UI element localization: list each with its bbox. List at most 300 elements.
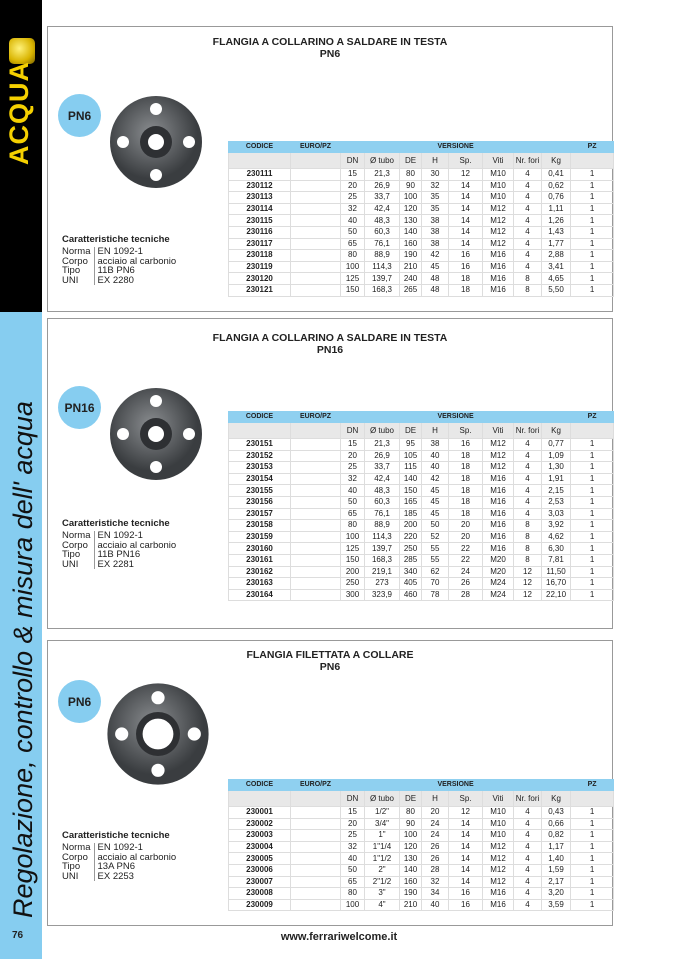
cell: 1 [571,485,614,497]
cell: 4 [514,853,542,865]
header-codice: CODICE [229,412,291,423]
cell: 42,4 [365,473,400,485]
cell: 240 [400,273,422,285]
price-cell [291,888,341,900]
specs-heading: Caratteristiche tecniche [62,830,170,841]
cell: M10 [483,169,514,181]
cell: 22 [449,554,483,566]
cell: 65 [341,876,365,888]
cell: 265 [400,284,422,296]
cell: 150 [341,554,365,566]
cell: 40 [341,485,365,497]
column-header: DN [341,153,365,169]
cell: 1 [571,543,614,555]
cell: 4 [514,496,542,508]
cell: 28 [422,864,449,876]
cell: 8 [514,284,542,296]
product-table [228,141,614,297]
price-cell [291,250,341,262]
product-section [47,640,613,926]
table-row [229,578,614,590]
cell: 1/2" [365,807,400,819]
cell: 32 [341,841,365,853]
cell: 4 [514,203,542,215]
price-cell [291,864,341,876]
header-codice: CODICE [229,142,291,153]
cell: 48,3 [365,485,400,497]
cell: 45 [422,261,449,273]
cell: 2,88 [542,250,571,262]
cell: 2,15 [542,485,571,497]
cell: 130 [400,215,422,227]
cell: M16 [483,250,514,262]
cell: 1" [365,830,400,842]
cell: 323,9 [365,589,400,601]
cell: 18 [449,508,483,520]
cell: 62 [422,566,449,578]
cell: 160 [400,876,422,888]
cell: 65 [341,238,365,250]
cell: 0,41 [542,169,571,181]
product-code: 230153 [229,462,291,474]
product-code: 230118 [229,250,291,262]
cell: 4 [514,169,542,181]
cell: 24 [422,818,449,830]
cell: 50 [341,496,365,508]
product-code: 230117 [229,238,291,250]
product-code: 230164 [229,589,291,601]
cell: 20 [341,450,365,462]
spec-label: Tipo [62,265,81,276]
title-line: FLANGIA FILETTATA A COLLARE [246,649,414,661]
cell: 210 [400,261,422,273]
table-row [229,520,614,532]
cell: 90 [400,180,422,192]
cell: 190 [400,888,422,900]
cell: 38 [422,238,449,250]
table-row [229,876,614,888]
header-euro: EURO/PZ [291,780,341,791]
product-code: 230001 [229,807,291,819]
cell: 1 [571,531,614,543]
spec-label: Tipo [62,861,81,872]
table-row [229,473,614,485]
product-code: 230158 [229,520,291,532]
product-code: 230115 [229,215,291,227]
cell: 100 [341,899,365,911]
header-versione: VERSIONE [341,412,571,423]
product-code: 230162 [229,566,291,578]
cell: 14 [449,841,483,853]
product-code: 230006 [229,864,291,876]
product-code: 230120 [229,273,291,285]
header-pz: PZ [571,412,614,423]
cell: 12 [514,578,542,590]
cell: 4 [514,261,542,273]
price-cell [291,180,341,192]
cell: 1,59 [542,864,571,876]
spec-label: Corpo [62,851,88,863]
product-table [228,779,614,911]
cell: 3,20 [542,888,571,900]
cell: 1 [571,830,614,842]
cell: 70 [422,578,449,590]
cell: 1,09 [542,450,571,462]
cell: 6,30 [542,543,571,555]
cell: 160 [400,238,422,250]
cell: 190 [400,250,422,262]
cell: 26,9 [365,450,400,462]
cell: M12 [483,450,514,462]
table-row [229,462,614,474]
cell: 4 [514,238,542,250]
price-cell [291,439,341,451]
cell: 50 [341,226,365,238]
cell: 26 [449,578,483,590]
product-code: 230159 [229,531,291,543]
cell: 1 [571,888,614,900]
cell: 76,1 [365,238,400,250]
spec-label: Norma [62,530,91,541]
cell: 42,4 [365,203,400,215]
cell: 1 [571,554,614,566]
page-number: 76 [12,930,24,941]
price-cell [291,273,341,285]
cell: 100 [341,531,365,543]
cell: 32 [422,180,449,192]
product-section [47,318,613,629]
cell: 0,77 [542,439,571,451]
header-versione: VERSIONE [341,142,571,153]
cell: 14 [449,192,483,204]
cell: 105 [400,450,422,462]
cell: 80 [341,250,365,262]
cell: 1 [571,589,614,601]
cell: 16 [449,439,483,451]
cell: 150 [400,485,422,497]
product-code: 230154 [229,473,291,485]
flange-image [106,384,206,484]
cell: 18 [449,485,483,497]
footer-url[interactable]: www.ferrariwelcome.it [280,931,398,943]
cell: 20 [341,818,365,830]
column-header: H [422,791,449,807]
cell: 14 [449,180,483,192]
product-code: 230113 [229,192,291,204]
cell: 1 [571,807,614,819]
cell: 28 [449,589,483,601]
cell: 8 [514,543,542,555]
title-pressure: PN6 [319,661,341,673]
table-row [229,450,614,462]
cell: 50 [422,520,449,532]
cell: 1 [571,215,614,227]
cell: 0,66 [542,818,571,830]
section-title [48,649,612,673]
spec-value: 13A PN6 [94,862,179,872]
cell: M12 [483,462,514,474]
column-header: Sp. [449,791,483,807]
specs-heading: Caratteristiche tecniche [62,518,170,529]
cell: M16 [483,496,514,508]
table-row [229,830,614,842]
cell: 8 [514,531,542,543]
product-code: 230119 [229,261,291,273]
product-code: 230008 [229,888,291,900]
cell: 20 [449,531,483,543]
cell: 48 [422,273,449,285]
title-line: FLANGIA A COLLARINO A SALDARE IN TESTA [212,36,448,48]
price-cell [291,554,341,566]
technical-specs [62,831,179,881]
technical-specs [62,519,179,569]
column-header: DN [341,423,365,439]
cell: M16 [483,473,514,485]
cell: 76,1 [365,508,400,520]
cell: 1 [571,508,614,520]
pressure-badge: PN16 [58,386,101,429]
cell: 4 [514,180,542,192]
product-code: 230009 [229,899,291,911]
cell: M10 [483,192,514,204]
spec-value: acciaio al carbonio [94,257,179,267]
cell: 125 [341,273,365,285]
table-row [229,554,614,566]
cell: 4 [514,215,542,227]
cell: 26,9 [365,180,400,192]
cell: 40 [422,450,449,462]
title-pressure: PN6 [319,48,341,60]
cell: 8 [514,554,542,566]
table-row [229,818,614,830]
cell: 14 [449,818,483,830]
cell: 90 [400,818,422,830]
cell: M12 [483,238,514,250]
cell: 42 [422,473,449,485]
cell: 2"1/2 [365,876,400,888]
column-header: Viti [483,153,514,169]
price-cell [291,485,341,497]
table-row [229,589,614,601]
table-row [229,180,614,192]
cell: 1 [571,818,614,830]
cell: 24 [449,566,483,578]
price-cell [291,192,341,204]
cell: 12 [514,589,542,601]
cell: 25 [341,192,365,204]
table-row [229,566,614,578]
cell: 4 [514,192,542,204]
cell: M16 [483,284,514,296]
cell: 45 [422,496,449,508]
pressure-badge: PN6 [58,94,101,137]
cell: 25 [341,830,365,842]
spec-value: 11B PN16 [94,550,179,560]
cell: 55 [422,543,449,555]
cell: 14 [449,203,483,215]
cell: 35 [422,192,449,204]
price-cell [291,566,341,578]
column-header: DN [341,791,365,807]
table-row [229,841,614,853]
cell: 18 [449,450,483,462]
cell: 1,11 [542,203,571,215]
cell: 80 [400,169,422,181]
specs-heading: Caratteristiche tecniche [62,234,170,245]
cell: 4 [514,473,542,485]
cell: 4 [514,439,542,451]
cell: 120 [400,841,422,853]
title-line: FLANGIA A COLLARINO A SALDARE IN TESTA [212,332,448,344]
cell: 7,81 [542,554,571,566]
cell: 14 [449,226,483,238]
cell: 1,77 [542,238,571,250]
table-row [229,226,614,238]
cell: 1 [571,841,614,853]
cell: 45 [422,485,449,497]
cell: 65 [341,508,365,520]
product-code: 230157 [229,508,291,520]
cell: 21,3 [365,439,400,451]
column-header: Sp. [449,423,483,439]
spec-value: EX 2253 [94,872,179,882]
table-row [229,888,614,900]
price-cell [291,496,341,508]
cell: 34 [422,888,449,900]
column-header: Ø tubo [365,153,400,169]
cell: 3,03 [542,508,571,520]
table-row [229,508,614,520]
cell: 5,50 [542,284,571,296]
price-cell [291,450,341,462]
cell: 1 [571,180,614,192]
header-versione: VERSIONE [341,780,571,791]
cell: 1 [571,450,614,462]
cell: M16 [483,508,514,520]
pressure-badge: PN6 [58,680,101,723]
cell: 139,7 [365,273,400,285]
spec-label: Corpo [62,255,88,267]
price-cell [291,830,341,842]
cell: 1 [571,578,614,590]
cell: 114,3 [365,531,400,543]
cell: 1,30 [542,462,571,474]
spec-value: EX 2280 [94,276,179,286]
cell: 1,17 [542,841,571,853]
cell: 250 [341,578,365,590]
price-cell [291,203,341,215]
table-row [229,192,614,204]
cell: 4 [514,888,542,900]
cell: 12 [514,566,542,578]
cell: 1 [571,261,614,273]
category-label: ACQUA [4,61,34,165]
cell: M12 [483,864,514,876]
cell: M16 [483,888,514,900]
header-codice: CODICE [229,780,291,791]
cell: 22 [449,543,483,555]
cell: 1 [571,853,614,865]
cell: 26 [422,853,449,865]
table-row [229,899,614,911]
cell: 168,3 [365,284,400,296]
table-row [229,807,614,819]
table-row [229,169,614,181]
cell: 200 [341,566,365,578]
price-cell [291,284,341,296]
table-row [229,864,614,876]
cell: 24 [422,830,449,842]
cell: 114,3 [365,261,400,273]
spec-label: UNI [62,558,79,570]
column-header: Nr. fori [514,423,542,439]
spec-value: EN 1092-1 [94,843,179,853]
cell: 42 [422,250,449,262]
cell: 32 [341,473,365,485]
cell: 1"1/4 [365,841,400,853]
cell: 16,70 [542,578,571,590]
cell: 35 [422,203,449,215]
cell: M16 [483,531,514,543]
spec-label: Norma [62,842,91,853]
cell: 120 [400,203,422,215]
cell: 1 [571,876,614,888]
cell: 45 [422,508,449,520]
cell: M12 [483,876,514,888]
cell: 125 [341,543,365,555]
product-code: 230111 [229,169,291,181]
cell: 4 [514,450,542,462]
table-row [229,543,614,555]
price-cell [291,589,341,601]
cell: 0,43 [542,807,571,819]
cell: 4 [514,807,542,819]
cell: 100 [400,192,422,204]
cell: 4 [514,818,542,830]
cell: 1 [571,192,614,204]
cell: 115 [400,462,422,474]
cell: 4 [514,876,542,888]
spec-label: Corpo [62,539,88,551]
column-header: Viti [483,423,514,439]
cell: 4 [514,508,542,520]
table-row [229,531,614,543]
cell: 18 [449,284,483,296]
cell: 32 [422,876,449,888]
cell: 48,3 [365,215,400,227]
cell: 340 [400,566,422,578]
cell: M12 [483,215,514,227]
cell: 95 [400,439,422,451]
cell: 0,62 [542,180,571,192]
column-header: Nr. fori [514,791,542,807]
cell: 219,1 [365,566,400,578]
cell: 1 [571,473,614,485]
product-code: 230152 [229,450,291,462]
cell: 40 [341,853,365,865]
section-title [48,36,612,60]
price-cell [291,853,341,865]
price-cell [291,473,341,485]
cell: 15 [341,439,365,451]
cell: 1 [571,203,614,215]
cell: 4 [514,462,542,474]
cell: 1 [571,273,614,285]
product-code: 230004 [229,841,291,853]
cell: 1"1/2 [365,853,400,865]
cell: 200 [400,520,422,532]
cell: M20 [483,554,514,566]
